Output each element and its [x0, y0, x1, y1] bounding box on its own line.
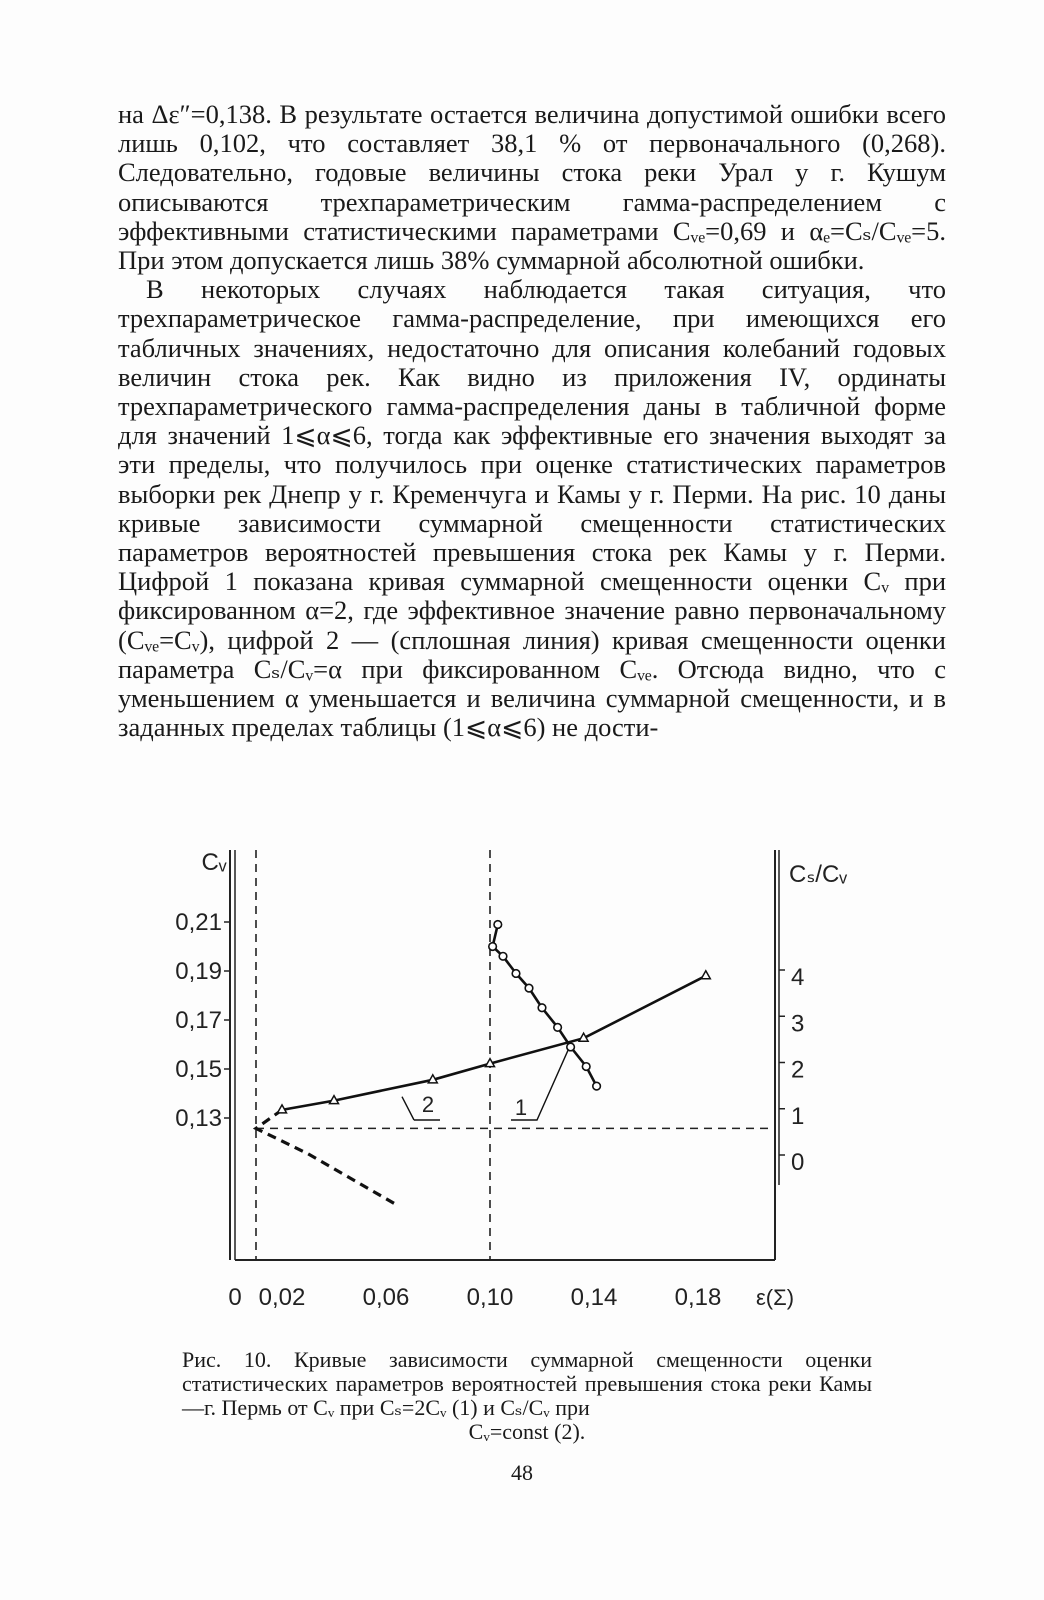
circle-marker	[499, 953, 507, 961]
circle-marker	[567, 1043, 575, 1051]
left-tick-label: 0,15	[175, 1056, 222, 1083]
right-tick-label: 1	[791, 1102, 805, 1130]
paragraph-2: В некоторых случаях наблюдается такая ситуация, что трехпараметрическое гамма-распределение, при имеющихся его табличных значениях, недостаточно для описания колебаний годовых величин стока рек. Как видно из приложения IV, ординаты трехпараметрического гамма-распределения даны в табличной форме для значений 1⩽α⩽6, тогда как эффективные его значения выходят за эти пределы, что получилось при оценке статистических параметров выборки рек Днепр у г. Кременчуга и Камы у г. Перми. На рис. 10 даны кривые зависимости суммарной смещенности статистических параметров вероятностей превышения стока рек Камы у г. Перми. Цифрой 1 показана кривая суммарной смещенности оценки Cᵥ при фиксированном α=2, где эффективное значение равно первоначальному (Cᵥₑ=Cᵥ), цифрой 2 — (сплошная линия) кривая смещенности оценки параметра Cₛ/Cᵥ=α при фиксированном Cᵥₑ. Отсюда видно, что с уменьшением α уменьшается и величина суммарной смещенности, и в заданных пределах таблицы (1⩽α⩽6) не дости-	[118, 274, 946, 743]
left-tick-label: 0,19	[175, 958, 222, 985]
chart-labels	[175, 849, 847, 1311]
series-line-2	[282, 976, 706, 1110]
x-tick-label: 0,06	[362, 1284, 410, 1311]
chart-axes	[224, 850, 785, 1260]
figure-caption	[182, 1348, 872, 1444]
chart-markers	[278, 921, 711, 1113]
x-tick-label: 0,18	[674, 1284, 722, 1311]
caption-main: Рис. 10. Кривые зависимости суммарной смещенности оценки статистических параметров вероятностей превышения стока реки Камы—г. Пермь от Cᵥ при Cₛ=2Cᵥ (1) и Cₛ/Cᵥ при	[182, 1347, 872, 1420]
series-line-2-dashed	[256, 1110, 396, 1205]
figure-10	[175, 840, 850, 1320]
right-axis-title: Cₛ/Cᵥ	[789, 861, 847, 888]
right-tick-label: 3	[791, 1010, 805, 1038]
right-tick-label: 2	[791, 1056, 805, 1084]
x-tick-label: 0,14	[570, 1284, 618, 1311]
chart-reference-lines	[256, 850, 775, 1260]
x-tick-label: 0,10	[466, 1284, 514, 1311]
paragraph-1: на Δε″=0,138. В результате остается величина допустимой ошибки всего лишь 0,102, что составляет 38,1 % от первоначального (0,268). Следовательно, годовые величины стока реки Урал у г. Кушум описываются трехпараметрическим гамма-распределением с эффективными статистическими параметрами Cᵥₑ=0,69 и αₑ=Cₛ/Cᵥₑ=5. При этом допускается лишь 38% суммарной абсолютной ошибки.	[118, 99, 946, 276]
circle-marker	[593, 1082, 601, 1090]
x-axis-title: ε(Σ)	[755, 1285, 795, 1310]
curve-label-1: 1	[514, 1095, 528, 1120]
page-number: 48	[511, 1460, 533, 1485]
x-tick-label: 0	[228, 1284, 242, 1311]
circle-marker	[512, 970, 520, 978]
circle-marker	[582, 1063, 590, 1071]
right-tick-label: 4	[791, 964, 805, 991]
left-tick-label: 0,21	[175, 909, 222, 936]
circle-marker	[538, 1004, 546, 1012]
triangle-marker	[701, 971, 710, 979]
chart-svg	[175, 840, 850, 1320]
caption-last: Cᵥ=const (2).	[468, 1419, 586, 1444]
left-axis-title: Cᵥ	[201, 849, 227, 876]
curve-label-2: 2	[421, 1092, 435, 1117]
left-tick-label: 0,13	[175, 1105, 222, 1132]
chart-series	[256, 925, 706, 1205]
circle-marker	[489, 943, 497, 951]
right-tick-label: 0	[791, 1149, 805, 1176]
circle-marker	[494, 921, 502, 929]
circle-marker	[554, 1024, 562, 1032]
left-tick-label: 0,17	[175, 1007, 222, 1034]
x-tick-label: 0,02	[258, 1284, 306, 1311]
body-text	[118, 100, 946, 742]
circle-marker	[525, 984, 533, 992]
